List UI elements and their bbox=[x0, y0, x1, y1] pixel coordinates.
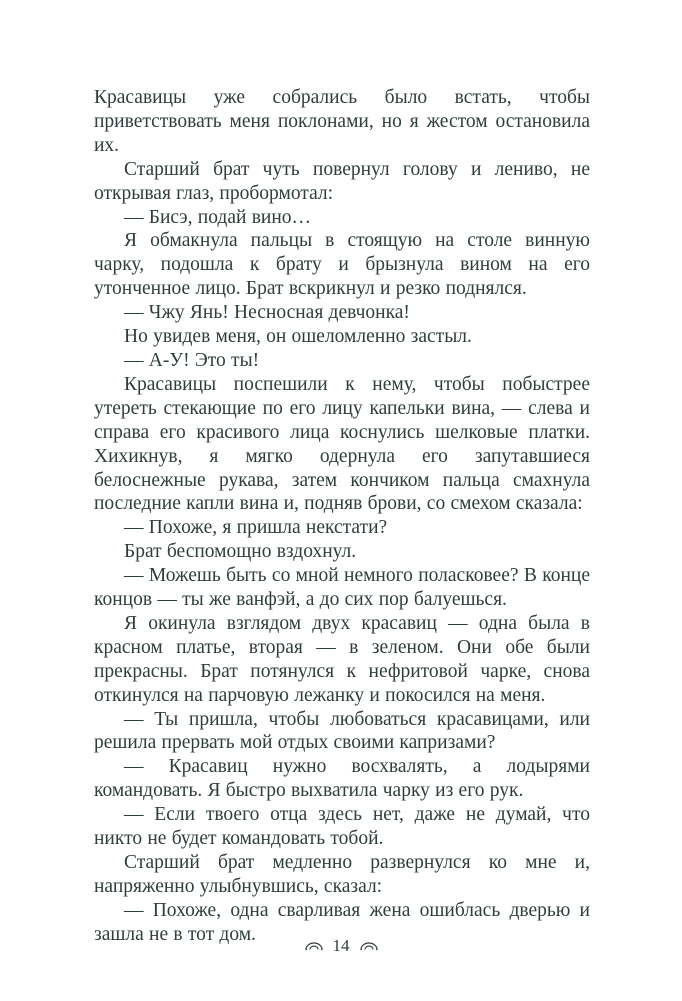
paragraph: — Красавиц нужно восхвалять, а лодырями командовать. Я быстро выхватила чарку из его рук. bbox=[94, 756, 590, 802]
paragraph: — Ты пришла, чтобы любоваться красавицами, или решила прервать мой отдых своими капризами? bbox=[94, 708, 590, 754]
paragraph: Красавицы поспешили к нему, чтобы побыстрее утереть стекающие по его лицу капельки вина, — слева и справа его красивого лица коснулись шелковые платки. Хихикнув, я мягко одернула его запутавшиеся белоснежные рукава, затем кончиком пальца смахнула последние капли вина и, подняв брови, со смехом сказала: bbox=[94, 373, 590, 515]
paragraph: — Чжу Янь! Несносная девчонка! bbox=[124, 302, 410, 324]
page-text bbox=[94, 86, 590, 947]
paragraph: — Если твоего отца здесь нет, даже не думай, что никто не будет командовать тобой. bbox=[94, 804, 590, 850]
paragraph: Старший брат чуть повернул голову и лениво, не открывая глаз, пробормотал: bbox=[94, 158, 590, 204]
paragraph: Я окинула взглядом двух красавиц — одна была в красном платье, вторая — в зеленом. Они обе были прекрасны. Брат потянулся к нефритовой чарке, снова откинулся на парчовую лежанку и покосился на меня. bbox=[94, 612, 590, 706]
paragraph: Красавицы уже собрались было встать, чтобы приветствовать меня поклонами, но я жестом остановила их. bbox=[94, 87, 590, 156]
paragraph: — Похоже, я пришла некстати? bbox=[124, 517, 388, 539]
paragraph: — А-У! Это ты! bbox=[124, 349, 260, 371]
ornament-icon bbox=[359, 941, 379, 951]
paragraph: Старший брат медленно развернулся ко мне и, напряженно улыбнувшись, сказал: bbox=[94, 852, 590, 897]
paragraph: Я обмакнула пальцы в стоящую на столе винную чарку, подошла к брату и брызнула вином на его утонченное лицо. Брат вскрикнул и резко поднялся. bbox=[94, 230, 590, 300]
page-footer bbox=[0, 936, 682, 956]
paragraph: — Похоже, одна сварливая жена ошиблась дверью и зашла не в тот дом. bbox=[94, 899, 590, 945]
ornament-icon bbox=[304, 941, 324, 951]
paragraph: — Бисэ, подай вино… bbox=[124, 206, 312, 228]
paragraph: — Можешь быть со мной немного поласковее? В конце концов — ты же ванфэй, а до сих пор балуешься. bbox=[94, 565, 590, 611]
page-number: 14 bbox=[332, 936, 350, 955]
paragraph: Но увидев меня, он ошеломленно застыл. bbox=[124, 326, 472, 348]
paragraph: Брат беспомощно вздохнул. bbox=[124, 541, 357, 563]
